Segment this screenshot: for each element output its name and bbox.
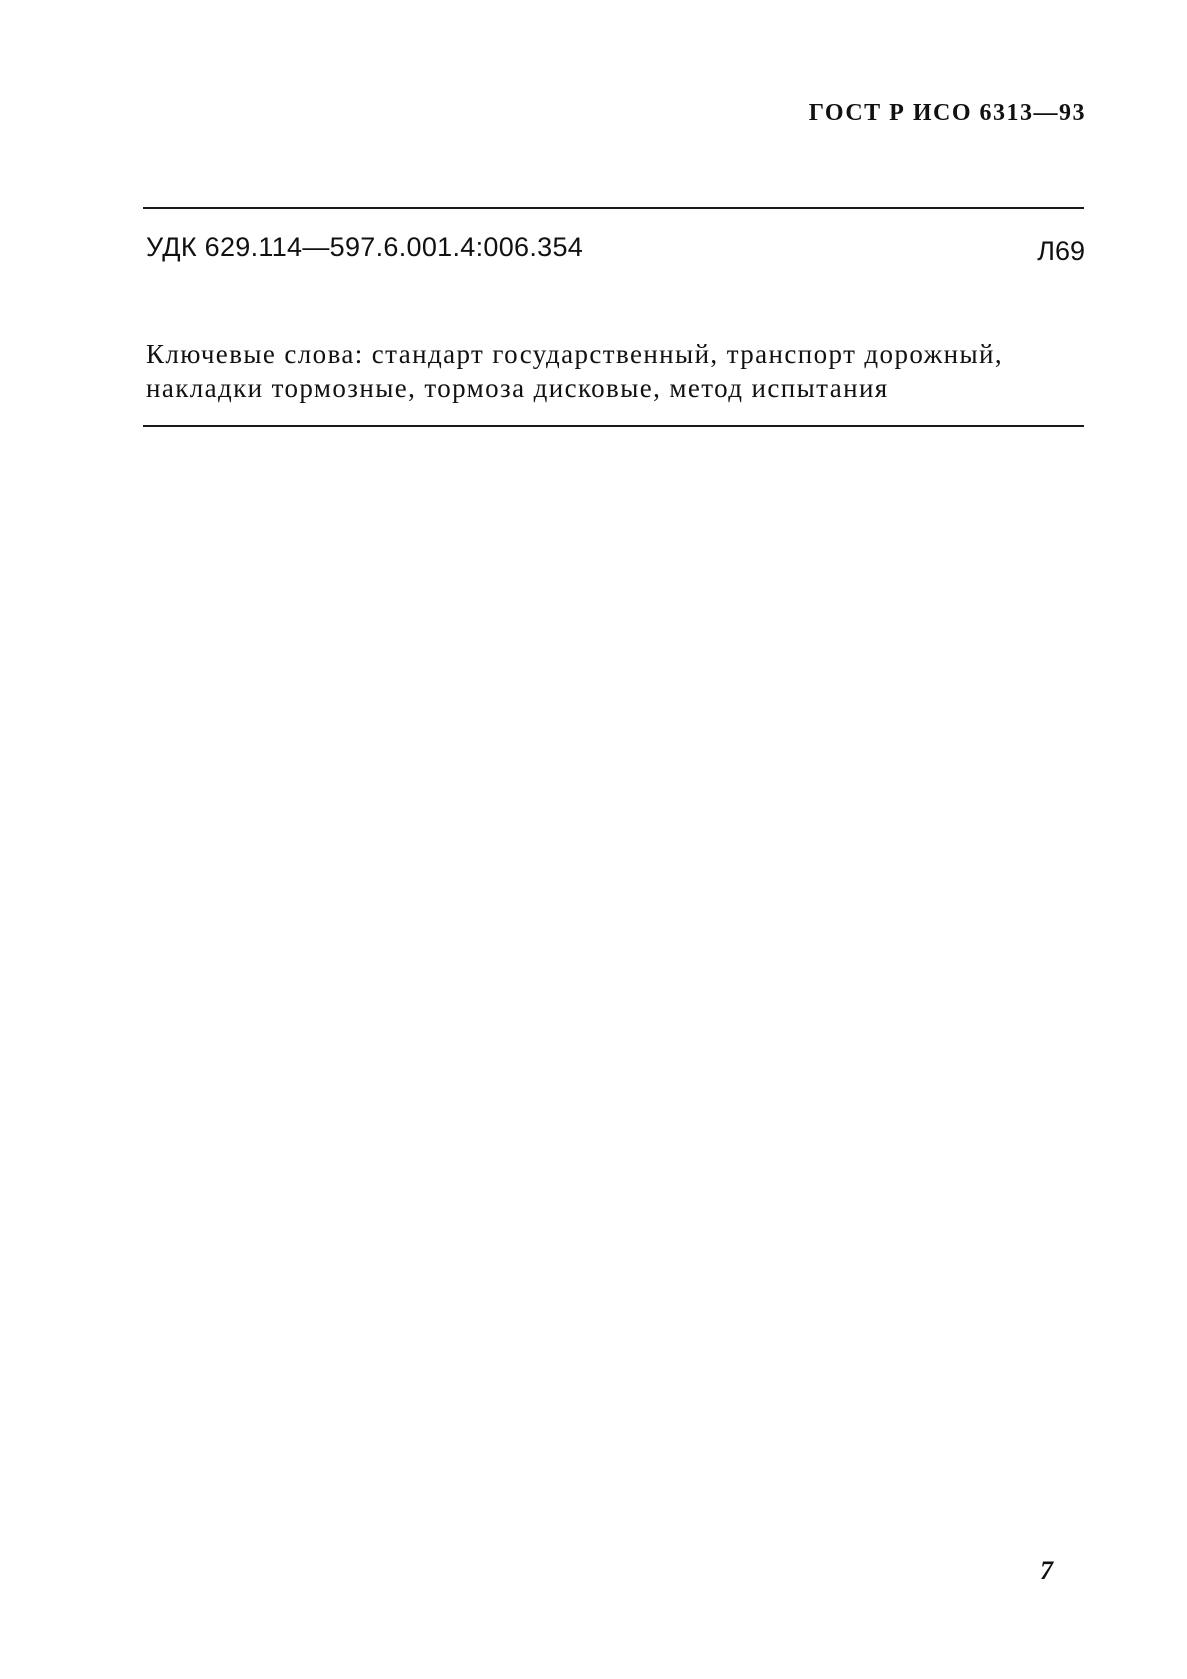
bottom-divider	[143, 425, 1084, 427]
page-number: 7	[1040, 1556, 1053, 1585]
keywords-block	[146, 337, 1091, 405]
keywords-line-2: накладки тормозные, тормоза дисковые, метод испытания	[146, 373, 889, 403]
udk-code: УДК 629.114—597.6.001.4:006.354	[146, 232, 584, 262]
group-code: Л69	[1037, 236, 1085, 266]
keywords-line-1: Ключевые слова: стандарт государственный, транспорт дорожный,	[146, 339, 1004, 369]
standard-identifier: ГОСТ Р ИСО 6313—93	[808, 100, 1086, 126]
top-divider	[143, 207, 1084, 209]
